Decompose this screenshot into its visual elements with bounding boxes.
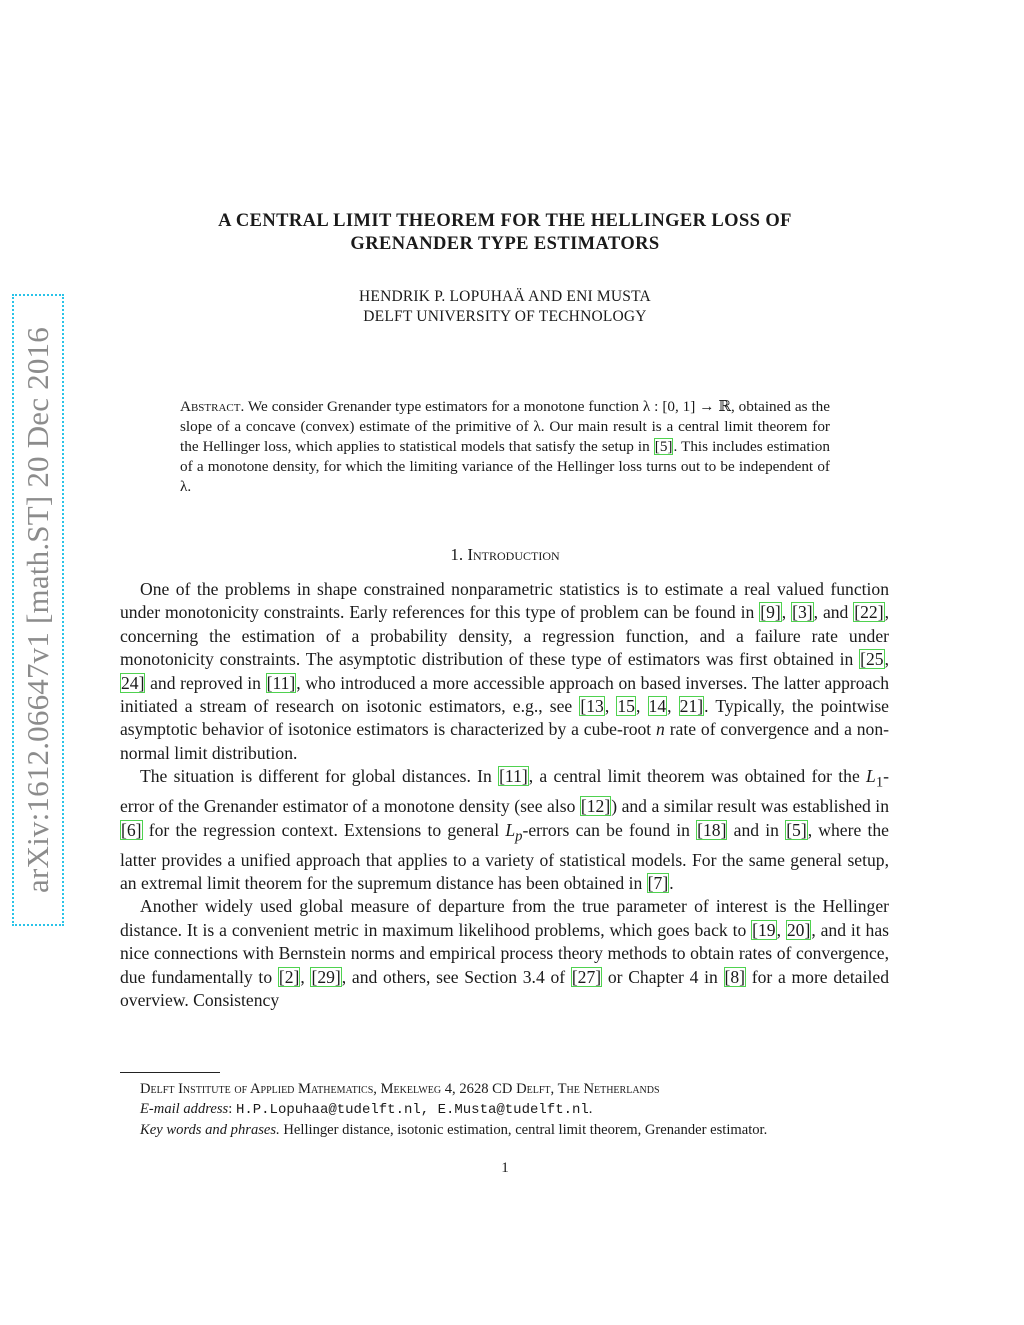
citation-link[interactable]: [18] <box>697 819 727 840</box>
paragraph-text: . Typically, the pointwise asymptotic behavior of isotonice estimators is characterized by a cube-root <box>120 696 889 740</box>
paragraph-text: ) and a similar result was established in <box>611 796 889 817</box>
title-line-1: A CENTRAL LIMIT THEOREM FOR THE HELLINGER LOSS OF <box>218 211 792 231</box>
paragraph-text: One of the problems in shape constrained nonparametric statistics is to estimate a real valued function under monotonicity constraints. Early references for this type of problem can be found in <box>120 579 889 623</box>
math-subscript: p <box>515 828 523 845</box>
paper-title <box>100 210 910 256</box>
abstract-text: . This includes estimation of a monotone density, for which the limiting variance of the Hellinger loss turns out to be independent of λ. <box>180 438 830 495</box>
citation-link[interactable]: [9] <box>760 602 781 623</box>
section-number: 1. <box>450 545 464 564</box>
introduction-body <box>120 578 889 1012</box>
abstract-text: We consider Grenander type estimators for a monotone function λ : [0, 1] → ℝ, obtained as the slope of a concave (convex) estimate of the primitive of λ. Our main result is a central limit theorem for the Hellinger loss, which applies to statistical models that satisfy the setup in <box>180 398 830 455</box>
footnotes <box>120 1079 889 1140</box>
citation-link[interactable]: [8] <box>724 966 746 987</box>
section-heading <box>100 545 910 565</box>
email-end: . <box>588 1101 593 1117</box>
citation-link[interactable]: 20] <box>786 919 811 940</box>
paragraph-text: -errors can be found in <box>522 819 697 840</box>
paragraph <box>120 578 889 765</box>
math-subscript: 1 <box>875 774 884 791</box>
paragraph-text: , <box>884 649 889 670</box>
math-variable: L <box>505 819 516 840</box>
paragraph-text: , <box>300 966 311 987</box>
email-separator: : <box>228 1101 236 1117</box>
paragraph <box>120 895 889 1012</box>
citation-link[interactable]: [6] <box>121 819 142 840</box>
paragraph-text: , and <box>813 602 854 623</box>
page-number: 1 <box>501 1160 509 1176</box>
paragraph-text: , where the latter provides a unified approach that applies to a variety of statistical models. For the same general setup, an extremal limit theorem for the supremum distance has been obtained in <box>120 819 889 893</box>
paragraph-text: , <box>604 696 617 717</box>
paragraph-text: . <box>669 872 674 893</box>
paragraph-text: , a central limit theorem was obtained for the <box>528 766 867 787</box>
abstract <box>180 397 830 497</box>
paragraph-text: rate of convergence and a non-normal limit distribution. <box>120 719 889 763</box>
author-block <box>100 287 910 327</box>
citation-link[interactable]: [12] <box>580 796 611 817</box>
paragraph-text: , concerning the estimation of a probability density, a regression function, and a failure rate under monotonicity constraints. The asymptotic distribution of these type of estimators was first obtained in <box>120 602 889 670</box>
paragraph-text: , <box>776 919 786 940</box>
citation-link[interactable]: [5] <box>786 819 807 840</box>
footnote-divider <box>120 1072 220 1073</box>
math-variable: L <box>866 766 876 787</box>
title-line-2: GRENANDER TYPE ESTIMATORS <box>350 234 660 254</box>
footnote-keywords <box>120 1120 889 1140</box>
citation-link[interactable]: [2] <box>278 966 300 987</box>
paragraph-text: , who introduced a more accessible approach on based inverses. The latter approach initiated a stream of research on isotonic estimators, e.g., see <box>120 672 889 717</box>
paragraph-text: The situation is different for global distances. In <box>140 766 499 787</box>
email-label: E-mail address <box>140 1101 229 1117</box>
citation-link[interactable]: 24] <box>121 672 145 693</box>
math-variable: n <box>656 719 665 740</box>
footnote-affiliation: Delft Institute of Applied Mathematics, Mekelweg 4, 2628 CD Delft, The Netherlands <box>140 1081 660 1097</box>
citation-link[interactable]: [25 <box>860 649 884 670</box>
arxiv-identifier[interactable]: arXiv:1612.06647v1 [math.ST] 20 Dec 2016 <box>20 327 55 893</box>
paragraph-text: -error of the Grenander estimator of a monotone density (see also <box>120 766 889 817</box>
citation-link[interactable]: 15 <box>617 696 635 717</box>
arxiv-identifier-stamp[interactable] <box>12 294 64 926</box>
paragraph-text: or Chapter 4 in <box>602 966 724 987</box>
paragraph-text: , and it has nice connections with Bernstein norms and empirical process theory methods to obtain rates of convergence, due fundamentally to <box>120 919 889 987</box>
paragraph-text: , <box>635 696 648 717</box>
citation-link[interactable]: 21] <box>679 696 704 717</box>
keywords-label: Key words and phrases. <box>140 1122 280 1138</box>
paragraph-text: , <box>781 602 792 623</box>
footnote-email <box>120 1099 889 1120</box>
citation-link[interactable]: [11] <box>499 766 528 787</box>
citation-link[interactable]: [11] <box>266 672 296 693</box>
citation-link[interactable]: [5] <box>654 438 673 455</box>
keywords-text: Hellinger distance, isotonic estimation, central limit theorem, Grenander estimator. <box>279 1122 768 1138</box>
email-addresses[interactable]: H.P.Lopuhaa@tudelft.nl, E.Musta@tudelft.nl <box>235 1102 589 1118</box>
citation-link[interactable]: [29] <box>311 966 341 987</box>
citation-link[interactable]: [19 <box>752 919 776 940</box>
author-names: HENDRIK P. LOPUHAÄ AND ENI MUSTA <box>359 288 651 305</box>
paragraph-text: , <box>667 696 679 717</box>
citation-link[interactable]: [13 <box>580 696 604 717</box>
citation-link[interactable]: [22] <box>854 602 884 623</box>
citation-link[interactable]: [3] <box>792 602 813 623</box>
citation-link[interactable]: [7] <box>647 872 669 893</box>
citation-link[interactable]: 14 <box>648 696 667 717</box>
paragraph-text: and in <box>727 819 786 840</box>
citation-link[interactable]: [27] <box>571 966 602 987</box>
paragraph-text: Another widely used global measure of departure from the true parameter of interest is the Hellinger distance. It is a convenient metric in maximum likelihood problems, which goes back to <box>120 896 889 940</box>
paragraph-text: for the regression context. Extensions to general <box>142 819 506 840</box>
paragraph-text: , and others, see Section 3.4 of <box>341 966 571 987</box>
paragraph <box>120 765 889 895</box>
paragraph-text: for a more detailed overview. Consistency <box>120 966 890 1010</box>
paragraph-text: and reproved in <box>145 672 266 693</box>
section-title: Introduction <box>467 545 560 564</box>
abstract-label: Abstract. <box>180 398 245 415</box>
author-affiliation: DELFT UNIVERSITY OF TECHNOLOGY <box>363 308 647 325</box>
